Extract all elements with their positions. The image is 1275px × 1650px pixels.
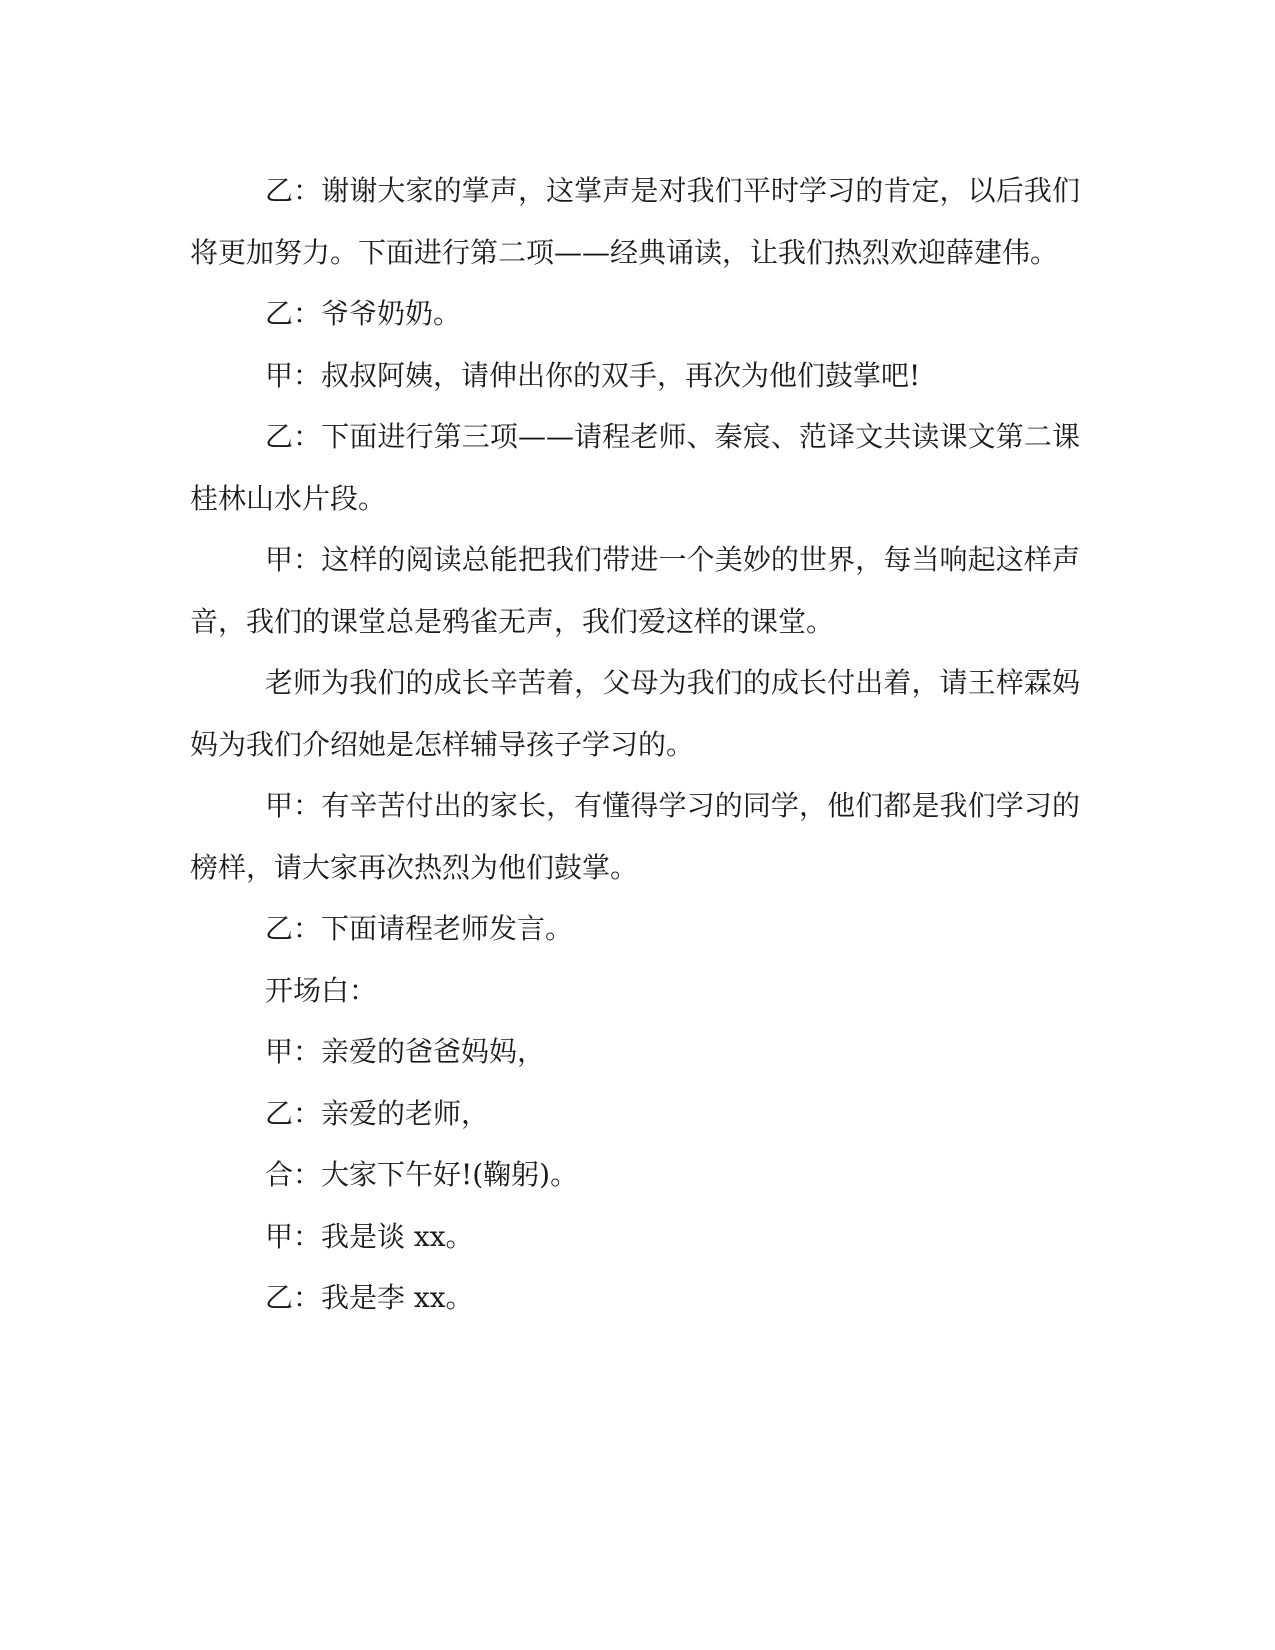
paragraph-good-afternoon: 合：大家下午好!(鞠躬)。 bbox=[265, 1158, 579, 1191]
paragraph-uncles-aunts: 甲：叔叔阿姨，请伸出你的双手，再次为他们鼓掌吧! bbox=[265, 358, 921, 392]
paragraph-dear-teachers: 乙：亲爱的老师， bbox=[265, 1096, 490, 1130]
paragraph-grandparents: 乙：爷爷奶奶。 bbox=[265, 297, 462, 330]
paragraph-host-tan: 甲：我是谈 xx。 bbox=[265, 1219, 474, 1253]
paragraph-role-models: 甲：有辛苦付出的家长，有懂得学习的同学，他们都是我们学习的榜样，请大家再次热烈为他们鼓掌。 bbox=[190, 789, 1080, 884]
paragraph-third-item: 乙：下面进行第三项——请程老师、秦宸、范译文共读课文第二课桂林山水片段。 bbox=[190, 420, 1080, 515]
paragraph-teachers-parents: 老师为我们的成长辛苦着，父母为我们的成长付出着，请王梓霖妈妈为我们介绍她是怎样辅导孩子学习的。 bbox=[190, 666, 1080, 761]
paragraph-teacher-speech: 乙：下面请程老师发言。 bbox=[265, 912, 574, 945]
paragraph-host-li: 乙：我是李 xx。 bbox=[265, 1281, 474, 1314]
paragraph-dear-parents: 甲：亲爱的爸爸妈妈， bbox=[265, 1035, 546, 1068]
paragraph-reading-world: 甲：这样的阅读总能把我们带进一个美妙的世界，每当响起这样声音，我们的课堂总是鸦雀无声，我们爱这样的课堂。 bbox=[190, 543, 1080, 638]
paragraph-thanks-applause: 乙：谢谢大家的掌声，这掌声是对我们平时学习的肯定，以后我们将更加努力。下面进行第二项——经典诵读，让我们热烈欢迎薛建伟。 bbox=[190, 174, 1080, 269]
paragraph-opening-heading: 开场白： bbox=[265, 973, 378, 1007]
document-body bbox=[190, 160, 1080, 1329]
